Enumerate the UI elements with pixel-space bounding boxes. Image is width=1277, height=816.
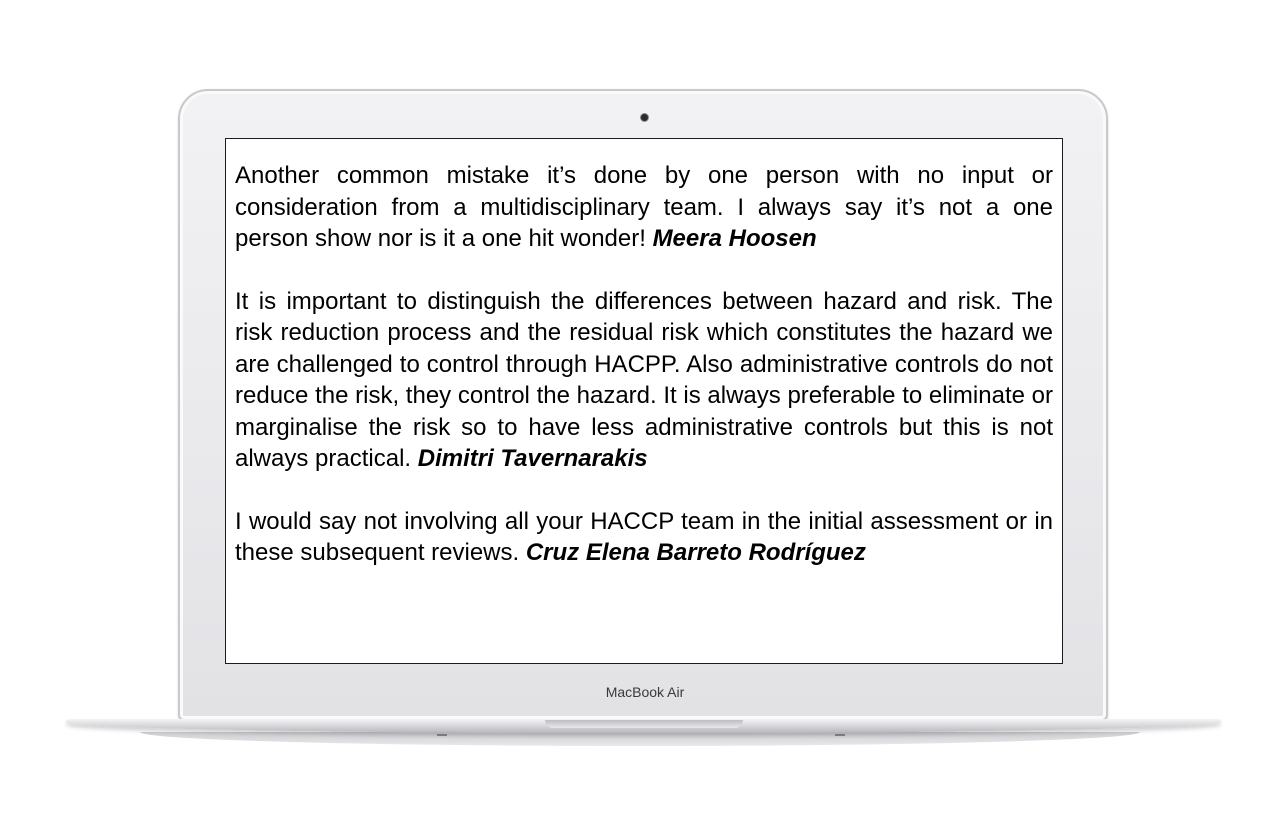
quote-author: Cruz Elena Barreto Rodríguez bbox=[525, 539, 866, 566]
laptop-base-shadow bbox=[140, 732, 1140, 746]
quote-author: Dimitri Tavernarakis bbox=[417, 445, 648, 472]
quote-paragraph-1 bbox=[235, 160, 1053, 255]
quote-paragraph-3 bbox=[235, 506, 1053, 569]
laptop-foot-right bbox=[835, 734, 845, 736]
laptop-hinge-notch bbox=[545, 720, 743, 728]
quote-text: Another common mistake it’s done by one person with no input or consideration from a multidisciplinary team. I always say it’s not a one person show nor is it a one hit wonder! bbox=[235, 162, 1053, 252]
quote-text: It is important to distinguish the differences between hazard and risk. The risk reduction process and the residual risk which constitutes the hazard we are challenged to control through HACPP. Also administrative controls do not reduce the risk, they control the hazard. It is always preferable to eliminate or marginalise the risk so to have less administrative controls but this is not always practical. bbox=[235, 287, 1053, 472]
laptop-foot-left bbox=[437, 734, 447, 736]
camera-icon bbox=[640, 113, 649, 122]
quote-author: Meera Hoosen bbox=[652, 225, 817, 252]
device-brand-label: MacBook Air bbox=[605, 684, 685, 700]
laptop-screen bbox=[225, 138, 1063, 664]
quote-text: I would say not involving all your HACCP team in the initial assessment or in these subsequent reviews. bbox=[235, 507, 1053, 566]
quote-paragraph-2 bbox=[235, 286, 1053, 475]
quote-content bbox=[235, 160, 1053, 569]
